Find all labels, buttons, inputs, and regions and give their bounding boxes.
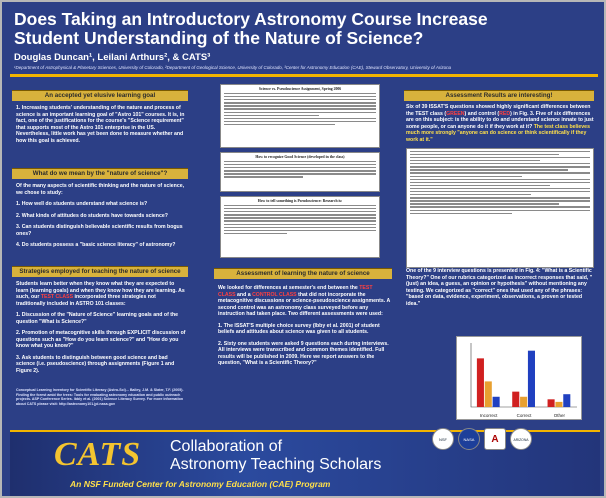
strategies-intro: Students learn better when they know what they are expected to learn (learning goals) and when they know how they are learning. As such, our TEST CLASS incorporated three strategies not traditionally included in ASTRO 101 classes: [16, 281, 185, 307]
chart-bar [493, 397, 500, 407]
chart-category-label: Other [553, 413, 565, 418]
banner-line-3: An NSF Funded Center for Astronomy Education (CAE) Program [70, 479, 331, 489]
nature-intro: Of the many aspects of scientific thinking and the nature of science, we chose to study: [16, 183, 185, 196]
banner-line-1: Collaboration of [170, 438, 283, 455]
learning-goal-text [16, 105, 186, 149]
chart-category-label: Correct [516, 413, 532, 418]
title-divider [10, 74, 598, 77]
assessment-intro: We looked for differences at semester's end between the TEST CLASS and a CONTROL CLASS that did not incorporate the metacognitive discussions or science-pseudoscience assignments. A second control was an astronomy class surveyed before any instruction had taken place. Two different assessments were used: [218, 285, 391, 317]
assignment-document-2 [220, 152, 380, 192]
section-header-results: Assessment Results are interesting! [404, 90, 594, 101]
poster-title: Does Taking an Introductory Astronomy Course Increase Student Understanding of the Nature of Science? [14, 9, 488, 48]
chart-bar [548, 399, 555, 407]
arizona-a-logo: A [484, 428, 506, 450]
results-text [406, 104, 596, 148]
results-paragraph: Six of 39 ISSAT'S questions showed highly significant differences between the TEST class (GREEN) and control (RED) in Fig. 3. Five of six differences are on this subject: is the ability to do and understand science innate to just some people, or can anyone do it if they work at it? The test class believes much more strongly "anyone can do science or think scientifically if they work at it." [406, 104, 594, 143]
chart-bar [477, 358, 484, 407]
doc1-title: Science vs. Pseudoscience Assignment, Spring 2006 [258, 87, 342, 91]
strategy-3: 3. Ask students to distinguish between good science and bad science (i.e. pseudoscience) through assignments (Figure 1 and Figure 2). [16, 354, 175, 374]
doc1-body [221, 93, 379, 125]
test-class-label: TEST CLASS [40, 294, 74, 300]
chart-bar [485, 381, 492, 407]
question-3: 3. Can students distinguish believable scientific results from bogus ones? [16, 224, 183, 237]
doc3-body [221, 205, 379, 234]
authors: Douglas Duncan¹, Leilani Arthurs², & CATS³ [14, 52, 211, 63]
chart-svg [457, 337, 583, 421]
doc2-body [221, 161, 379, 178]
chart-bar [563, 394, 570, 407]
assignment-document-3 [220, 196, 380, 258]
banner-line-2: Astronomy Teaching Scholars [170, 456, 382, 473]
assessment-2: 2. Sixty one students were asked 9 questions each during interviews. All interviews were transcribed and common themes identified. Full results will be published in 2009. Here we report answers to the question, "What is a Scientific Theory?" [218, 340, 389, 366]
chart-category-label: Incorrect [479, 413, 498, 418]
nature-of-science-text [16, 183, 186, 254]
section-header-nature-of-science: What do we mean by the "nature of science"? [12, 168, 188, 179]
learning-goal-paragraph: 1. Increasing students' understanding of the nature and process of science is an important learning goal of "Astro 101" courses. It is, in fact, one of the justifications for the course's "Science requirement" that supports most of the Astro 101 enterprise in the US. Nevertheless, little work has yet been done to measure whether and how this goal is achieved. [16, 105, 185, 144]
interview-paragraph: One of the 9 interview questions is presented in Fig. 4: "What is a Scientific Theory?" One of our rubrics categorized as incorrect responses that said, "(just) an idea, a guess, an opinion or hypothesis" without mentioning any testing. We categorized as "correct" ones that used any of the phrases: "based on data, evidence, experiment, observations, a proven or tested idea." [406, 268, 593, 307]
assessment-1: 1. The ISSAT'S multiple choice survey (Ibby et al. 2001) of student beliefs and attitudes about science was given to all students. [218, 322, 380, 335]
section-header-strategies: Strategies employed for teaching the nature of science [12, 266, 188, 277]
issats-survey-figure [406, 148, 594, 268]
arizona-seal-logo: ARIZONA [510, 428, 532, 450]
nsf-logo: NSF [432, 428, 454, 450]
interview-bar-chart [456, 336, 582, 420]
survey-rows [407, 151, 593, 214]
chart-bar [528, 351, 535, 407]
assessment-text [218, 285, 390, 372]
strategy-1: 1. Discussion of the "Nature of Science" learning goals and of the question "What is Science?" [16, 312, 179, 325]
chart-bar [555, 402, 562, 407]
cats-logo-text: CATS [54, 436, 142, 473]
question-2: 2. What kinds of attitudes do students have towards science? [16, 212, 168, 219]
chart-bar [520, 397, 527, 407]
question-1: 1. How well do students understand what science is? [16, 201, 148, 207]
question-4: 4. Do students possess a "basic science literacy" of astronomy? [16, 242, 176, 248]
affiliations: ¹Department of Astrophysical & Planetary Sciences, University of Colorado, ²Department of Geological Science, University of Colorado, ³Center for Astronomy Education (CAE), Steward Observatory, University of Arizona [14, 65, 452, 70]
doc3-title: How to tell something is Pseudoscience: Research is: [257, 199, 343, 203]
references: Conceptual Learning Inventory for Scientific Literacy (Astro-Sci)... Bailey, J.M. & Slater, T.F. (2005). Finding the forest amid the trees: Tools for evaluating astronomy education and public outreach projects. ASP Conference Series. Ibbly et al. (2001) Science Literacy Survey. For more information about CATS please visit: http://astronomy101.jpl.nasa.gov [16, 388, 184, 406]
chart-bar [512, 392, 519, 407]
assignment-document-1 [220, 84, 380, 148]
strategy-2: 2. Promotion of metacognitive skills through EXPLICIT discussion of questions such as "How do you learn science?" and "How do you know what you know?" [16, 330, 186, 349]
interview-text [406, 268, 596, 312]
doc2-title: How to recognize Good Science (developed in the class) [255, 155, 345, 159]
section-header-assessment: Assessment of learning the nature of science [214, 268, 392, 279]
nasa-logo: NASA [458, 428, 480, 450]
strategies-text [16, 281, 186, 379]
section-header-learning-goal: An accepted yet elusive learning goal [12, 90, 188, 101]
